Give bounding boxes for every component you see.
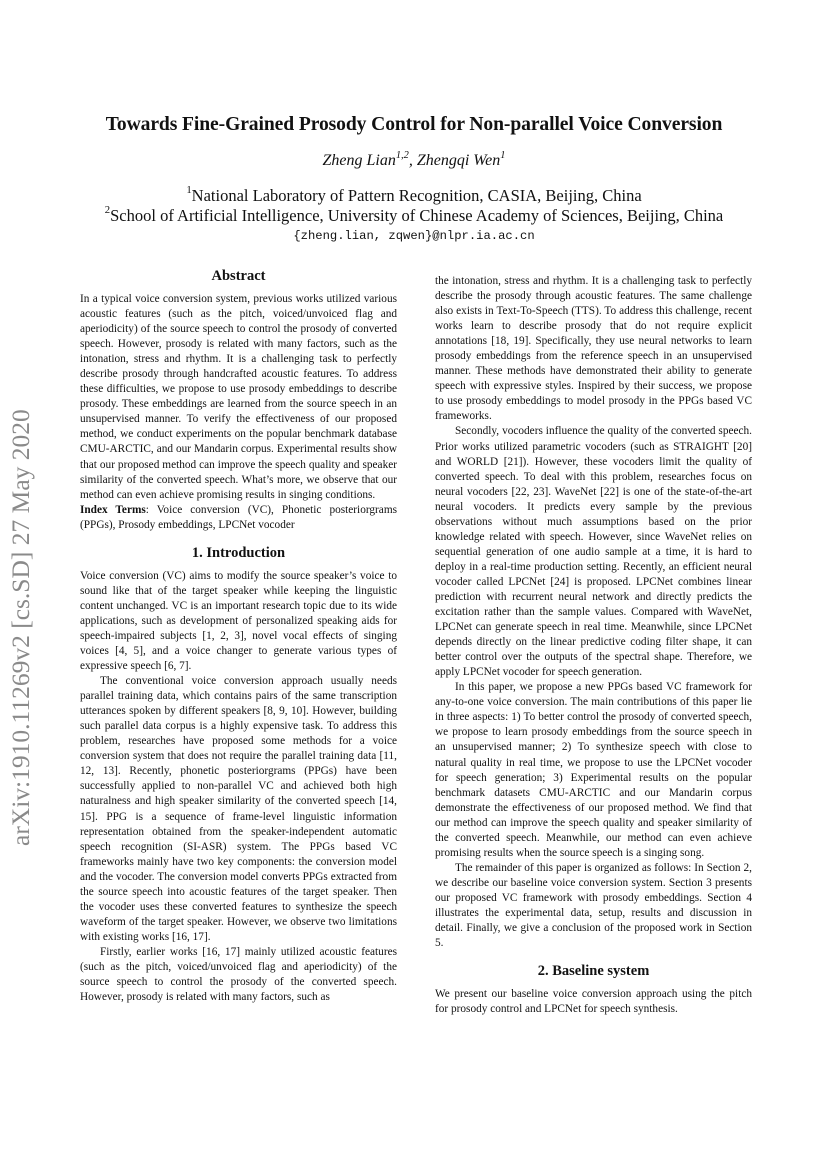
paper-title: Towards Fine-Grained Prosody Control for Non-parallel Voice Conversion <box>105 114 723 135</box>
paragraph-continued: the intonation, stress and rhythm. It is a challenging task to perfectly describe the prosody through acoustic features. The same challenge also exists in Text-To-Speech (TTS). To address this challenge, recent works learn to describe prosody that do not require explicit annotations [18, 19]. Specifically, they use neural networks to learn prosody embeddings from the reference speech in an unsupervised manner. These methods have demonstrated their ability to generate speech with expressive styles. Inspired by their success, we propose to use prosody embeddings to model prosody in the PPGs based VC frameworks. <box>435 275 752 423</box>
author-affiliation-marker: 1 <box>500 150 506 161</box>
author-name: Zhengqi Wen <box>416 152 501 169</box>
paragraph: Firstly, earlier works [16, 17] mainly utilized acoustic features (such as the pitch, voiced/unvoiced flag and aperiodicity) of the source speech to control the prosody of the converted speech. However, prosody is related with many factors, such as <box>80 945 397 1004</box>
paragraph: Secondly, vocoders influence the quality of the converted speech. Prior works utilized parametric vocoders (such as STRAIGHT [20] and WORLD [21]). However, these vocoders limit the quality of converted speech. To deal with this problem, researches focus on neural vocoders [22, 23]. WaveNet [22] is one of the state-of-the-art neural vocoders. It predicts every sample by the previous observations without much assumptions based on the prior knowledge related with speech. However, since WaveNet relies on sequential generation of one audio sample at a time, it is hard to deploy in a real-time production setting. Recently, an efficient neural vocoder called LPCNet [24] is proposed. LPCNet combines linear prediction with recurrent neural network and directly predicts the excitation rather than the sample values. Compared with WaveNet, LPCNet can generate speech in real time. Meanwhile, since LPCNet depends directly on the linear predictive coding filter shape, it can better control over the outputs of the spectral shape. Therefore, we apply LPCNet vocoder for speech generation. <box>435 425 752 679</box>
introduction-heading: 1. Introduction <box>191 544 286 561</box>
paragraph: We present our baseline voice conversion approach using the pitch for prosody control and LPCNet for speech synthesis. <box>435 988 752 1016</box>
index-terms <box>80 503 397 533</box>
affiliation-marker: 1 <box>186 184 192 196</box>
baseline-heading: 2. Baseline system <box>537 963 650 980</box>
right-column <box>435 274 752 1017</box>
author-line <box>0 152 828 170</box>
index-terms-text: : Voice conversion (VC), Phonetic posteriorgrams (PPGs), Prosody embeddings, LPCNet vocoder <box>80 503 398 531</box>
arxiv-identifier: arXiv:1910.11269v2 [cs.SD] 27 May 2020 <box>6 409 35 846</box>
paragraph: The conventional voice conversion approach usually needs parallel training data, which contains pairs of the same transcription utterances spoken by different speakers [8, 9, 10]. However, building such parallel data corpus is a highly expensive task. To address this problem, researches have proposed some methods for a voice conversion system that does not require the parallel training data [11, 12, 13]. Recently, phonetic posteriorgrams (PPGs) have been successfully applied to non-parallel VC and achieved both high naturalness and high speaker similarity of the converted speech [14, 15]. PPG is a sequence of frame-level linguistic information representation obtained from the speaker-independent automatic speech recognition (SI-ASR) system. The PPGs based VC frameworks mainly have two key components: the conversion model and the vocoder. The conversion model converts PPGs extracted from the source speech into acoustic features of the target speaker. Then the vocoder uses these converted features to synthesize the speech waveform of the target speaker. However, we observe two limitations with existing works [16, 17]. <box>80 675 397 943</box>
index-terms-label: Index Terms <box>80 503 146 516</box>
abstract-text: In a typical voice conversion system, previous works utilized various acoustic features (such as the pitch, voiced/unvoiced flag and aperiodicity) of the source speech to control the prosody of converted speech. However, prosody is related with many factors, such as the intonation, stress and rhythm. It is a challenging task to perfectly describe prosody through handcrafted acoustic features. To address these difficulties, we propose to use prosody embeddings to describe prosody. These embeddings are learned from the source speech in an unsupervised manner. To verify the effectiveness of our proposed method, we conduct experiments on the popular benchmark database CMU-ARCTIC, and our Mandarin corpus. Experimental results show that our proposed method can improve the speech quality and speaker similarity of the converted speech. What’s more, we observe that our method can even achieve promising results in singing conditions. <box>80 293 397 501</box>
author-affiliation-marker: 1,2 <box>395 150 409 161</box>
affiliation-text: National Laboratory of Pattern Recognition, CASIA, Beijing, China <box>191 186 642 205</box>
affiliation-marker: 2 <box>104 204 111 216</box>
affiliation-text: School of Artificial Intelligence, University of Chinese Academy of Sciences, Beijing, China <box>110 206 724 225</box>
paragraph: In this paper, we propose a new PPGs based VC framework for any-to-one voice conversion. The main contributions of this paper lie in three aspects: 1) To better control the prosody of converted speech, we propose to learn prosody embeddings from the source speech in an unsupervised manner; 2) To synthesize speech with close to natural quality in real time, we propose to use the LPCNet vocoder for speech generation; 3) Experimental results on the popular benchmark datasets CMU-ARCTIC and our Mandarin corpus demonstrate the effectiveness of our proposed method. We find that our method can improve the speech quality and speaker similarity of the converted speech. Meanwhile, our method can even achieve promising results when the source speech is a singing song. <box>435 681 752 859</box>
paragraph: The remainder of this paper is organized as follows: In Section 2, we describe our baseline voice conversion system. Section 3 presents our proposed VC framework with prosody embeddings. Section 4 illustrates the experimental data, setup, results and discussion in detail. Finally, we give a conclusion of the proposed work in Section 5. <box>435 861 752 950</box>
left-column <box>80 266 397 1005</box>
affiliation-1 <box>0 186 828 206</box>
author-email: {zheng.lian, zqwen}@nlpr.ia.ac.cn <box>293 229 535 243</box>
author-separator: , <box>408 152 417 169</box>
affiliation-2 <box>0 206 828 226</box>
author-name: Zheng Lian <box>322 152 396 169</box>
paragraph: Voice conversion (VC) aims to modify the source speaker’s voice to sound like that of the target speaker while keeping the linguistic content unchanged. VC is an important research topic due to its wide applications, such as development of personalized speaking aids for speech-impaired subjects [1, 2, 3], novel vocal effects of singing voices [4, 5], and a voice changer to generate various types of expressive speech [6, 7]. <box>80 569 397 673</box>
abstract-heading: Abstract <box>211 268 266 284</box>
